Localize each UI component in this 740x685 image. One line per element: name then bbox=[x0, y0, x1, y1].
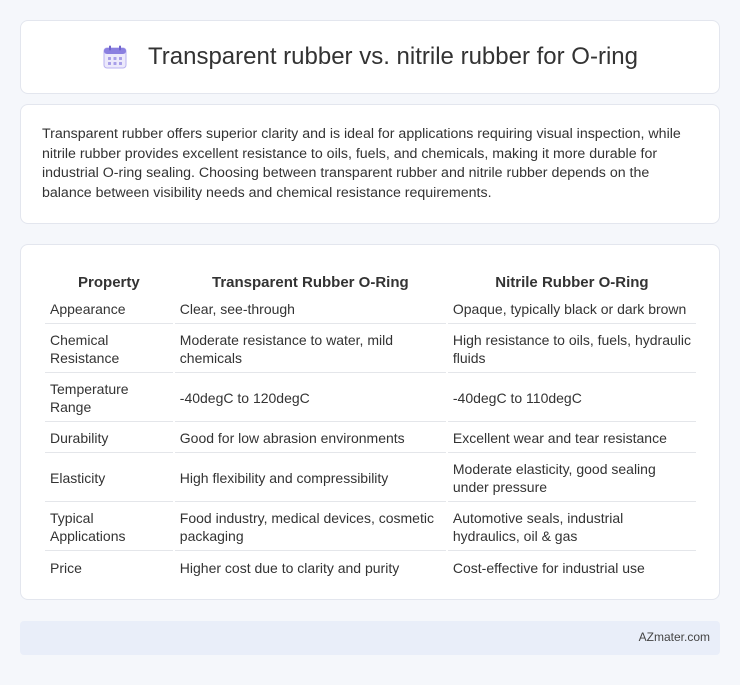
table-cell: Moderate resistance to water, mild chemicals bbox=[175, 326, 446, 373]
table-cell: Chemical Resistance bbox=[45, 326, 173, 373]
summary-card bbox=[20, 104, 720, 224]
table-row bbox=[45, 295, 696, 324]
table-row bbox=[45, 553, 696, 582]
footer bbox=[20, 621, 720, 655]
table-row bbox=[45, 455, 696, 502]
summary-text: Transparent rubber offers superior clarity and is ideal for applications requiring visual inspection, while nitrile rubber provides excellent resistance to oils, fuels, and chemicals, making it more durable for industrial O-ring sealing. Choosing between transparent rubber and nitrile rubber depends on the balance between visibility needs and chemical resistance requirements. bbox=[42, 126, 681, 201]
table-cell: Higher cost due to clarity and purity bbox=[179, 559, 400, 576]
table-row bbox=[45, 424, 696, 453]
table-cell: Typical Applications bbox=[45, 504, 173, 551]
table-row bbox=[45, 504, 696, 551]
table-header-row bbox=[45, 267, 696, 293]
comparison-table bbox=[43, 265, 698, 584]
table-cell: Opaque, typically black or dark brown bbox=[448, 295, 696, 324]
table-cell: Appearance bbox=[45, 295, 173, 324]
comparison-card bbox=[20, 244, 720, 600]
title-card bbox=[20, 20, 720, 94]
table-cell: Elasticity bbox=[45, 455, 173, 502]
table-cell: -40degC to 120degC bbox=[175, 375, 446, 422]
table-cell: High flexibility and compressibility bbox=[175, 455, 446, 502]
table-cell: Automotive seals, industrial hydraulics, oil & gas bbox=[448, 504, 696, 551]
table-cell: -40degC to 110degC bbox=[448, 375, 696, 422]
header-transparent: Transparent Rubber O-Ring bbox=[211, 273, 409, 291]
table-cell: Durability bbox=[45, 424, 173, 453]
table-cell: Temperature Range bbox=[45, 375, 173, 422]
header-nitrile: Nitrile Rubber O-Ring bbox=[495, 273, 649, 291]
table-cell: High resistance to oils, fuels, hydraulic fluids bbox=[448, 326, 696, 373]
table-cell: Price bbox=[50, 559, 82, 576]
table-cell: Food industry, medical devices, cosmetic packaging bbox=[175, 504, 446, 551]
table-cell: Good for low abrasion environments bbox=[175, 424, 446, 453]
header-property: Property bbox=[78, 273, 140, 291]
table-cell: Moderate elasticity, good sealing under pressure bbox=[448, 455, 696, 502]
table-row bbox=[45, 326, 696, 373]
footer-brand-link[interactable]: AZmater.com bbox=[638, 630, 710, 644]
table-row bbox=[45, 375, 696, 422]
page-title: Transparent rubber vs. nitrile rubber for O-ring bbox=[148, 43, 638, 70]
calendar-icon bbox=[102, 44, 128, 70]
table-cell: Clear, see-through bbox=[175, 295, 446, 324]
table-cell: Cost-effective for industrial use bbox=[452, 559, 645, 576]
table-cell: Excellent wear and tear resistance bbox=[448, 424, 696, 453]
